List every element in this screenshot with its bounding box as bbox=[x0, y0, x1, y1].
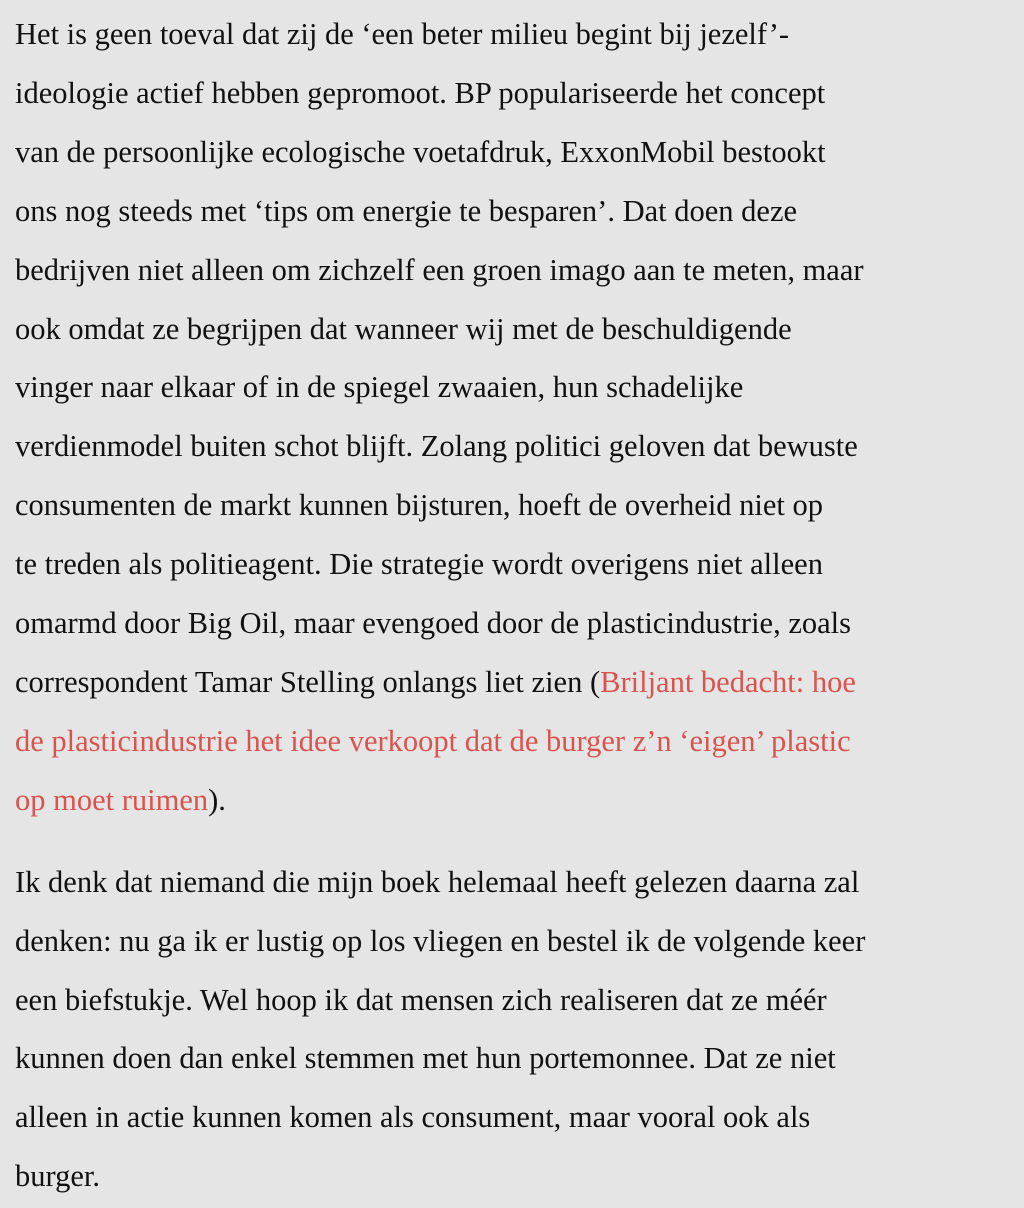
text-line: vinger naar elkaar of in de spiegel zwaaien, hun schadelijke bbox=[15, 370, 744, 405]
text-line: denken: nu ga ik er lustig op los vliegen en bestel ik de volgende keer bbox=[15, 923, 866, 958]
text-line: te treden als politieagent. Die strategie wordt overigens niet alleen bbox=[15, 547, 823, 582]
text-line: consumenten de markt kunnen bijsturen, hoeft de overheid niet op bbox=[15, 488, 824, 523]
text-line: een biefstukje. Wel hoop ik dat mensen zich realiseren dat ze méér bbox=[15, 982, 827, 1017]
text-line: verdienmodel buiten schot blijft. Zolang politici geloven dat bewuste bbox=[15, 429, 858, 464]
text-line: ons nog steeds met ‘tips om energie te besparen’. Dat doen deze bbox=[15, 193, 798, 228]
text-line: ook omdat ze begrijpen dat wanneer wij met de beschuldigende bbox=[15, 311, 792, 346]
text-line: omarmd door Big Oil, maar evengoed door de plasticindustrie, zoals bbox=[15, 606, 851, 641]
text-line: van de persoonlijke ecologische voetafdruk, ExxonMobil bestookt bbox=[15, 134, 826, 169]
text-segment: ). bbox=[208, 782, 226, 817]
text-line-with-link bbox=[15, 653, 1024, 712]
text-segment: correspondent Tamar Stelling onlangs liet zien ( bbox=[15, 664, 601, 699]
text-line: alleen in actie kunnen komen als consument, maar vooral ook als bbox=[15, 1100, 811, 1135]
text-line: ideologie actief hebben gepromoot. BP populariseerde het concept bbox=[15, 75, 826, 110]
text-line: bedrijven niet alleen om zichzelf een groen imago aan te meten, maar bbox=[15, 252, 864, 287]
article-link-plastic-industry-part-2[interactable]: de plasticindustrie het idee verkoopt dat de burger z’n ‘eigen’ plastic bbox=[15, 723, 851, 758]
paragraph-2 bbox=[15, 853, 1024, 1206]
text-line: kunnen doen dan enkel stemmen met hun portemonnee. Dat ze niet bbox=[15, 1041, 836, 1076]
text-line: Ik denk dat niemand die mijn boek helemaal heeft gelezen daarna zal bbox=[15, 864, 860, 899]
article-link-plastic-industry-part-1[interactable]: Briljant bedacht: hoe bbox=[600, 664, 856, 699]
text-line: burger. bbox=[15, 1159, 100, 1194]
text-line-with-link bbox=[15, 771, 1024, 830]
text-line: Het is geen toeval dat zij de ‘een beter milieu begint bij jezelf’- bbox=[15, 17, 790, 51]
text-line-with-link bbox=[15, 712, 1024, 771]
paragraph-1 bbox=[15, 5, 1024, 830]
article-link-plastic-industry-part-3[interactable]: op moet ruimen bbox=[15, 782, 209, 817]
